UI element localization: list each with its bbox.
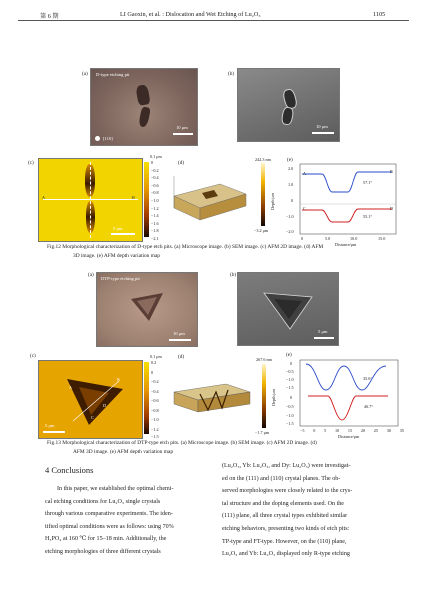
fig12-e-angle1: 57.1°: [363, 180, 373, 185]
e-xtick: −5: [300, 428, 305, 433]
e-xtick: 20: [360, 428, 366, 433]
text-line: In this paper, we established the optimal chemi-: [57, 486, 174, 492]
c-tick: −0.4: [151, 388, 159, 394]
index-marker-icon: [95, 136, 100, 141]
fig12-panel-d-label: (d): [178, 160, 185, 166]
fig13-c-d: D: [103, 403, 107, 408]
journal-issue: 第 6 期: [40, 13, 59, 20]
triangular-pit: [127, 291, 167, 325]
section-heading: 4 Conclusions: [45, 465, 94, 475]
fig13-panel-c-label: (c): [30, 353, 36, 359]
e-xtick: 35: [399, 428, 404, 433]
fig13-caption-line2: AFM 3D image. (e) AFM depth variation map: [73, 449, 174, 455]
fig12-a-scale: 10 μm: [176, 125, 188, 130]
header-rule: [18, 20, 409, 21]
e-ytick: 0: [290, 395, 293, 400]
fig12-e-label-a: A: [303, 171, 307, 176]
fig12-afm3d-image: [168, 166, 250, 232]
fig12-b-scalebar: [312, 132, 334, 134]
fig13-panel-d-label: (d): [178, 354, 185, 360]
e-ytick: 0: [291, 198, 294, 203]
left-column: [45, 483, 213, 559]
fig12-caption-line1: Fig.12 Morphological characterization of D-type etch pits. (a) Microscope image. (b) SEM image. (c) AFM 2D image. (d) AFM: [47, 244, 324, 250]
fig13-c-colorbar: [144, 362, 149, 434]
e-xtick: 5.0: [325, 236, 331, 241]
fig12-c-colorbar: [144, 162, 149, 237]
e-ytick: −1.0: [286, 214, 294, 219]
c-tick: −1.0: [151, 198, 159, 203]
text-line: (111) plane, all three crystal types exhibited similar: [222, 513, 348, 520]
c-tick: −1.8: [151, 228, 159, 234]
fig12-panel-e-label: (e): [287, 157, 293, 163]
fig12-panel-a-label: (a): [82, 71, 88, 77]
e-xtick: 10: [334, 428, 340, 433]
fig13-e-xlabel: Distance/μm: [338, 434, 360, 439]
fig13-panel-e-label: (e): [286, 352, 292, 358]
fig13-c-scale: 5 μm: [45, 423, 55, 428]
fig12-c-scalebar: [111, 233, 135, 235]
fig12-sem-image: [237, 68, 340, 142]
fig13-e-xticks: [300, 428, 404, 433]
fig13-e-angle1: 35.6°: [363, 376, 373, 381]
c-tick: −2.1: [151, 236, 159, 241]
fig13-d-colorbar: [262, 364, 266, 428]
fig12-c-b: B: [132, 195, 135, 200]
c-tick: −1.2: [151, 205, 159, 211]
fig13-e-angle2: 46.7°: [364, 404, 374, 409]
text-line: through various comparative experiments. The iden-: [45, 511, 173, 518]
fig12-d-top: 242.3 nm: [255, 157, 271, 162]
c-tick: −0.6: [151, 398, 159, 403]
fig13-c-c: C: [91, 415, 94, 420]
c-tick: 0: [151, 160, 154, 165]
sem-pit-lower: [281, 106, 295, 126]
fig12-panel-c-label: (c): [28, 160, 34, 166]
text-line: (Lu₂O₃, Yb: Lu₂O₃, and Dy: Lu₂O₃) were investigat-: [222, 463, 351, 469]
fig13-c-b: B: [117, 377, 120, 382]
fig13-a-scalebar: [169, 339, 191, 341]
text-line: etching morphologies of three different crystals: [45, 548, 161, 555]
e-ytick: −0.5: [286, 404, 294, 409]
e-ytick: −2.0: [286, 229, 294, 234]
e-xtick: 5: [324, 428, 327, 433]
fig13-c-a: A: [69, 385, 73, 390]
fig13-afm3d-image: [170, 370, 254, 430]
e-ytick: −1.0: [286, 377, 294, 382]
fig12-caption-line2: 3D image. (e) AFM depth variation map: [73, 253, 160, 259]
fig13-panel-b-label: (b): [230, 272, 237, 278]
fig12-afm2d-image: [38, 158, 143, 242]
c-tick: −1.5: [151, 434, 159, 439]
fig12-microscope-image: [90, 68, 198, 146]
c-tick: −0.2: [151, 167, 159, 173]
fig12-c-scale: 5 μm: [113, 226, 123, 231]
text-line: served morphologies were closely related to the crys-: [222, 488, 353, 495]
c-tick: −1.2: [151, 426, 159, 432]
fig12-d-bottom: −3.2 μm: [254, 228, 269, 233]
fig13-panel-a-label: (a): [88, 272, 94, 278]
fig12-e-angle2: 55.1°: [363, 214, 373, 219]
c-tick: 0: [151, 369, 154, 375]
fig12-c-a: A: [42, 195, 46, 200]
fig13-b-scale: 5 μm: [318, 329, 328, 334]
e-xtick: 15: [347, 428, 353, 433]
fig13-c-scalebar: [43, 431, 65, 433]
fig12-e-ylabel: Depth/μm: [270, 193, 275, 210]
e-xtick: 30: [386, 428, 391, 433]
e-xtick: 0: [301, 236, 304, 241]
fig13-e-ylabel: Depth/μm: [271, 389, 276, 406]
e-ytick: 1.0: [288, 182, 294, 187]
etch-pit-upper: [135, 84, 150, 106]
c-tick: 0.2: [151, 360, 157, 365]
e-ytick: −0.5: [286, 369, 294, 374]
c-tick: −0.8: [151, 190, 159, 196]
fig13-a-title: DTP-type etching pit: [101, 276, 140, 281]
text-line: TP-type and FT-type. However, on the (110) plane,: [222, 538, 347, 545]
text-line: Lu₂O₃ and Yb: Lu₂O₃ displayed only R-type etching: [222, 551, 350, 558]
c-tick: −1.4: [151, 213, 159, 219]
e-xtick: 15.0: [378, 236, 386, 241]
text-line: tified optimal conditions were as follows: using 70%: [45, 523, 174, 530]
fig12-a-index: [110]: [103, 136, 113, 141]
fig13-d-top: 267.6 nm: [256, 357, 272, 362]
fig13-b-scalebar: [314, 337, 334, 339]
c-tick: −0.4: [151, 175, 159, 181]
fig13-caption-line1: Fig.13 Morphological characterization of DTP-type etch pits. (a) Microscope image. (b) SEM image. (c) AFM 2D image. (d): [47, 440, 317, 446]
e-ytick: −1.0: [286, 413, 294, 418]
fig12-e-xlabel: Distance/μm: [335, 242, 357, 247]
fig13-microscope-image: [96, 272, 198, 347]
fig12-e-label-d: D: [390, 206, 394, 211]
fig12-c-unit: 0.1 μm: [150, 154, 162, 159]
e-xtick: 10.0: [350, 236, 358, 241]
c-tick: −0.2: [151, 379, 159, 384]
running-title: LI Gaoxin, et al. : Dislocation and Wet Etching of Lu₂O₃: [120, 11, 261, 18]
text-line: tal structure and the doping elements used. On the: [222, 500, 345, 507]
fig13-sem-image: [237, 272, 339, 346]
text-line: etching behaviors, presenting two kinds of etch pits:: [222, 525, 350, 532]
profile-line-vertical: [90, 162, 91, 238]
sem-triangular-pit: [260, 287, 316, 333]
fig13-afm2d-image: [38, 360, 143, 439]
right-column: [222, 460, 392, 561]
fig13-c-unit: 0.1 μm: [150, 354, 162, 359]
fig12-d-colorbar: [261, 163, 265, 226]
e-xtick: 25: [373, 428, 378, 433]
e-xtick: 0: [313, 428, 316, 433]
fig12-b-scale: 10 μm: [316, 124, 328, 129]
text-line: H₃PO₄ at 160 ℃ for 15–18 min. Additionally, the: [45, 536, 167, 543]
c-tick: −0.8: [151, 407, 159, 413]
e-ytick: 2.0: [288, 166, 294, 171]
fig12-panel-b-label: (b): [228, 71, 235, 77]
page-number: 1105: [373, 11, 386, 18]
fig12-a-title: D-type etching pit: [96, 72, 130, 77]
etch-pit-lower: [138, 106, 151, 127]
c-tick: −1.6: [151, 220, 159, 226]
e-ytick: −1.5: [286, 421, 294, 426]
fig13-a-scale: 10 μm: [173, 331, 185, 336]
fig13-d-bottom: −1.7 μm: [255, 430, 270, 435]
fig12-e-label-b: B: [390, 169, 393, 174]
text-line: cal etching conditions for Lu₂O₃ single crystals: [45, 498, 161, 505]
e-ytick: −1.5: [286, 385, 294, 390]
c-tick: −1.0: [151, 417, 159, 422]
c-tick: −0.6: [151, 182, 159, 188]
fig12-e-label-c: C: [303, 206, 306, 211]
text-line: ed on the (111) and (110) crystal planes. The ob-: [222, 475, 341, 482]
fig12-a-scalebar: [173, 133, 193, 135]
e-ytick: 0: [290, 361, 293, 366]
